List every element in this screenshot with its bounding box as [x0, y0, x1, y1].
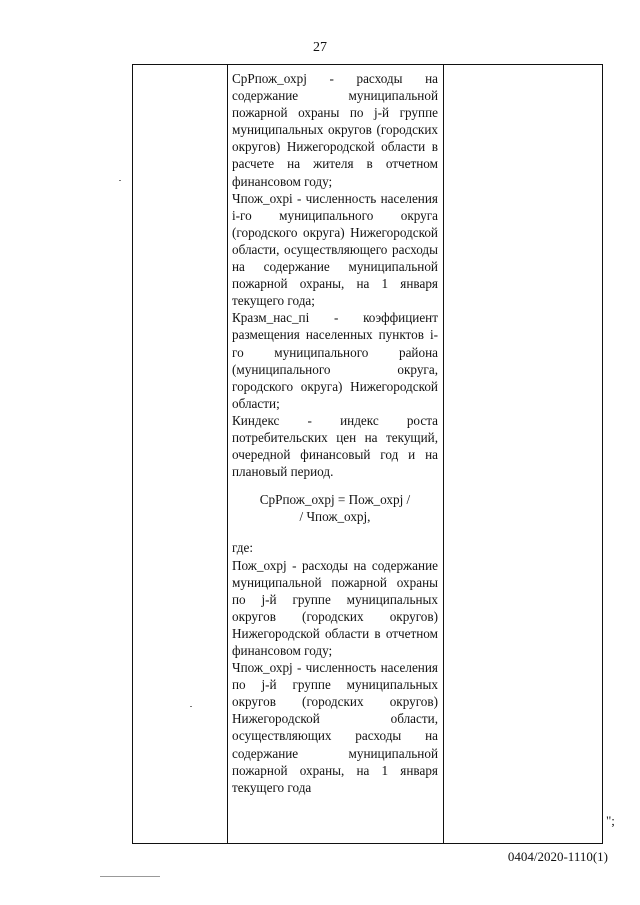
table-column-divider [227, 65, 228, 843]
definition-paragraph: СрРпож_охрj - расходы на содержание муниципальной пожарной охраны по j-й группе муниципальных округов (городских округов) Нижегородской области в расчете на жителя в отчетном финансовом году; [232, 71, 438, 189]
table-cell-text [232, 70, 438, 796]
table-column-divider [443, 65, 444, 843]
definition-paragraph: Чпож_охрi - численность населения i-го муниципального округа (городского округа) Нижегородской области, осуществляющего расходы на содержание муниципальной пожарной охраны, на 1 января текущего года; [232, 190, 438, 309]
formula-line: / Чпож_охрj, [299, 509, 371, 525]
scan-speck [119, 180, 121, 181]
definition-paragraph: Киндекс - индекс роста потребительских цен на текущий, очередной финансовый год и на плановый период. [232, 412, 438, 480]
definition-paragraph: Кразм_нас_пi - коэффициент размещения населенных пунктов i-го муниципального района (муниципального округа, городского округа) Нижегородской области; [232, 310, 438, 411]
page-number: 27 [313, 40, 327, 55]
definition-paragraph: Пож_охрj - расходы на содержание муниципальной пожарной охраны по j-й группе муниципальных округов (городских округов) Нижегородской области в отчетном финансовом году; [232, 557, 438, 658]
scan-rule [100, 876, 160, 877]
formula [232, 491, 438, 525]
document-code: 0404/2020-1110(1) [507, 849, 608, 864]
closing-quote: "; [606, 813, 615, 828]
scan-speck [190, 706, 192, 707]
formula-line: СрРпож_охрj = Пож_охрj / [259, 492, 411, 508]
where-label: где: [232, 540, 253, 556]
definition-paragraph: Чпож_охрj - численность населения по j-й группе муниципальных округов (городских округов) Нижегородской области, осуществляющих расходы на содержание муниципальной пожарной охраны, на 1 января текущего года [232, 660, 438, 795]
